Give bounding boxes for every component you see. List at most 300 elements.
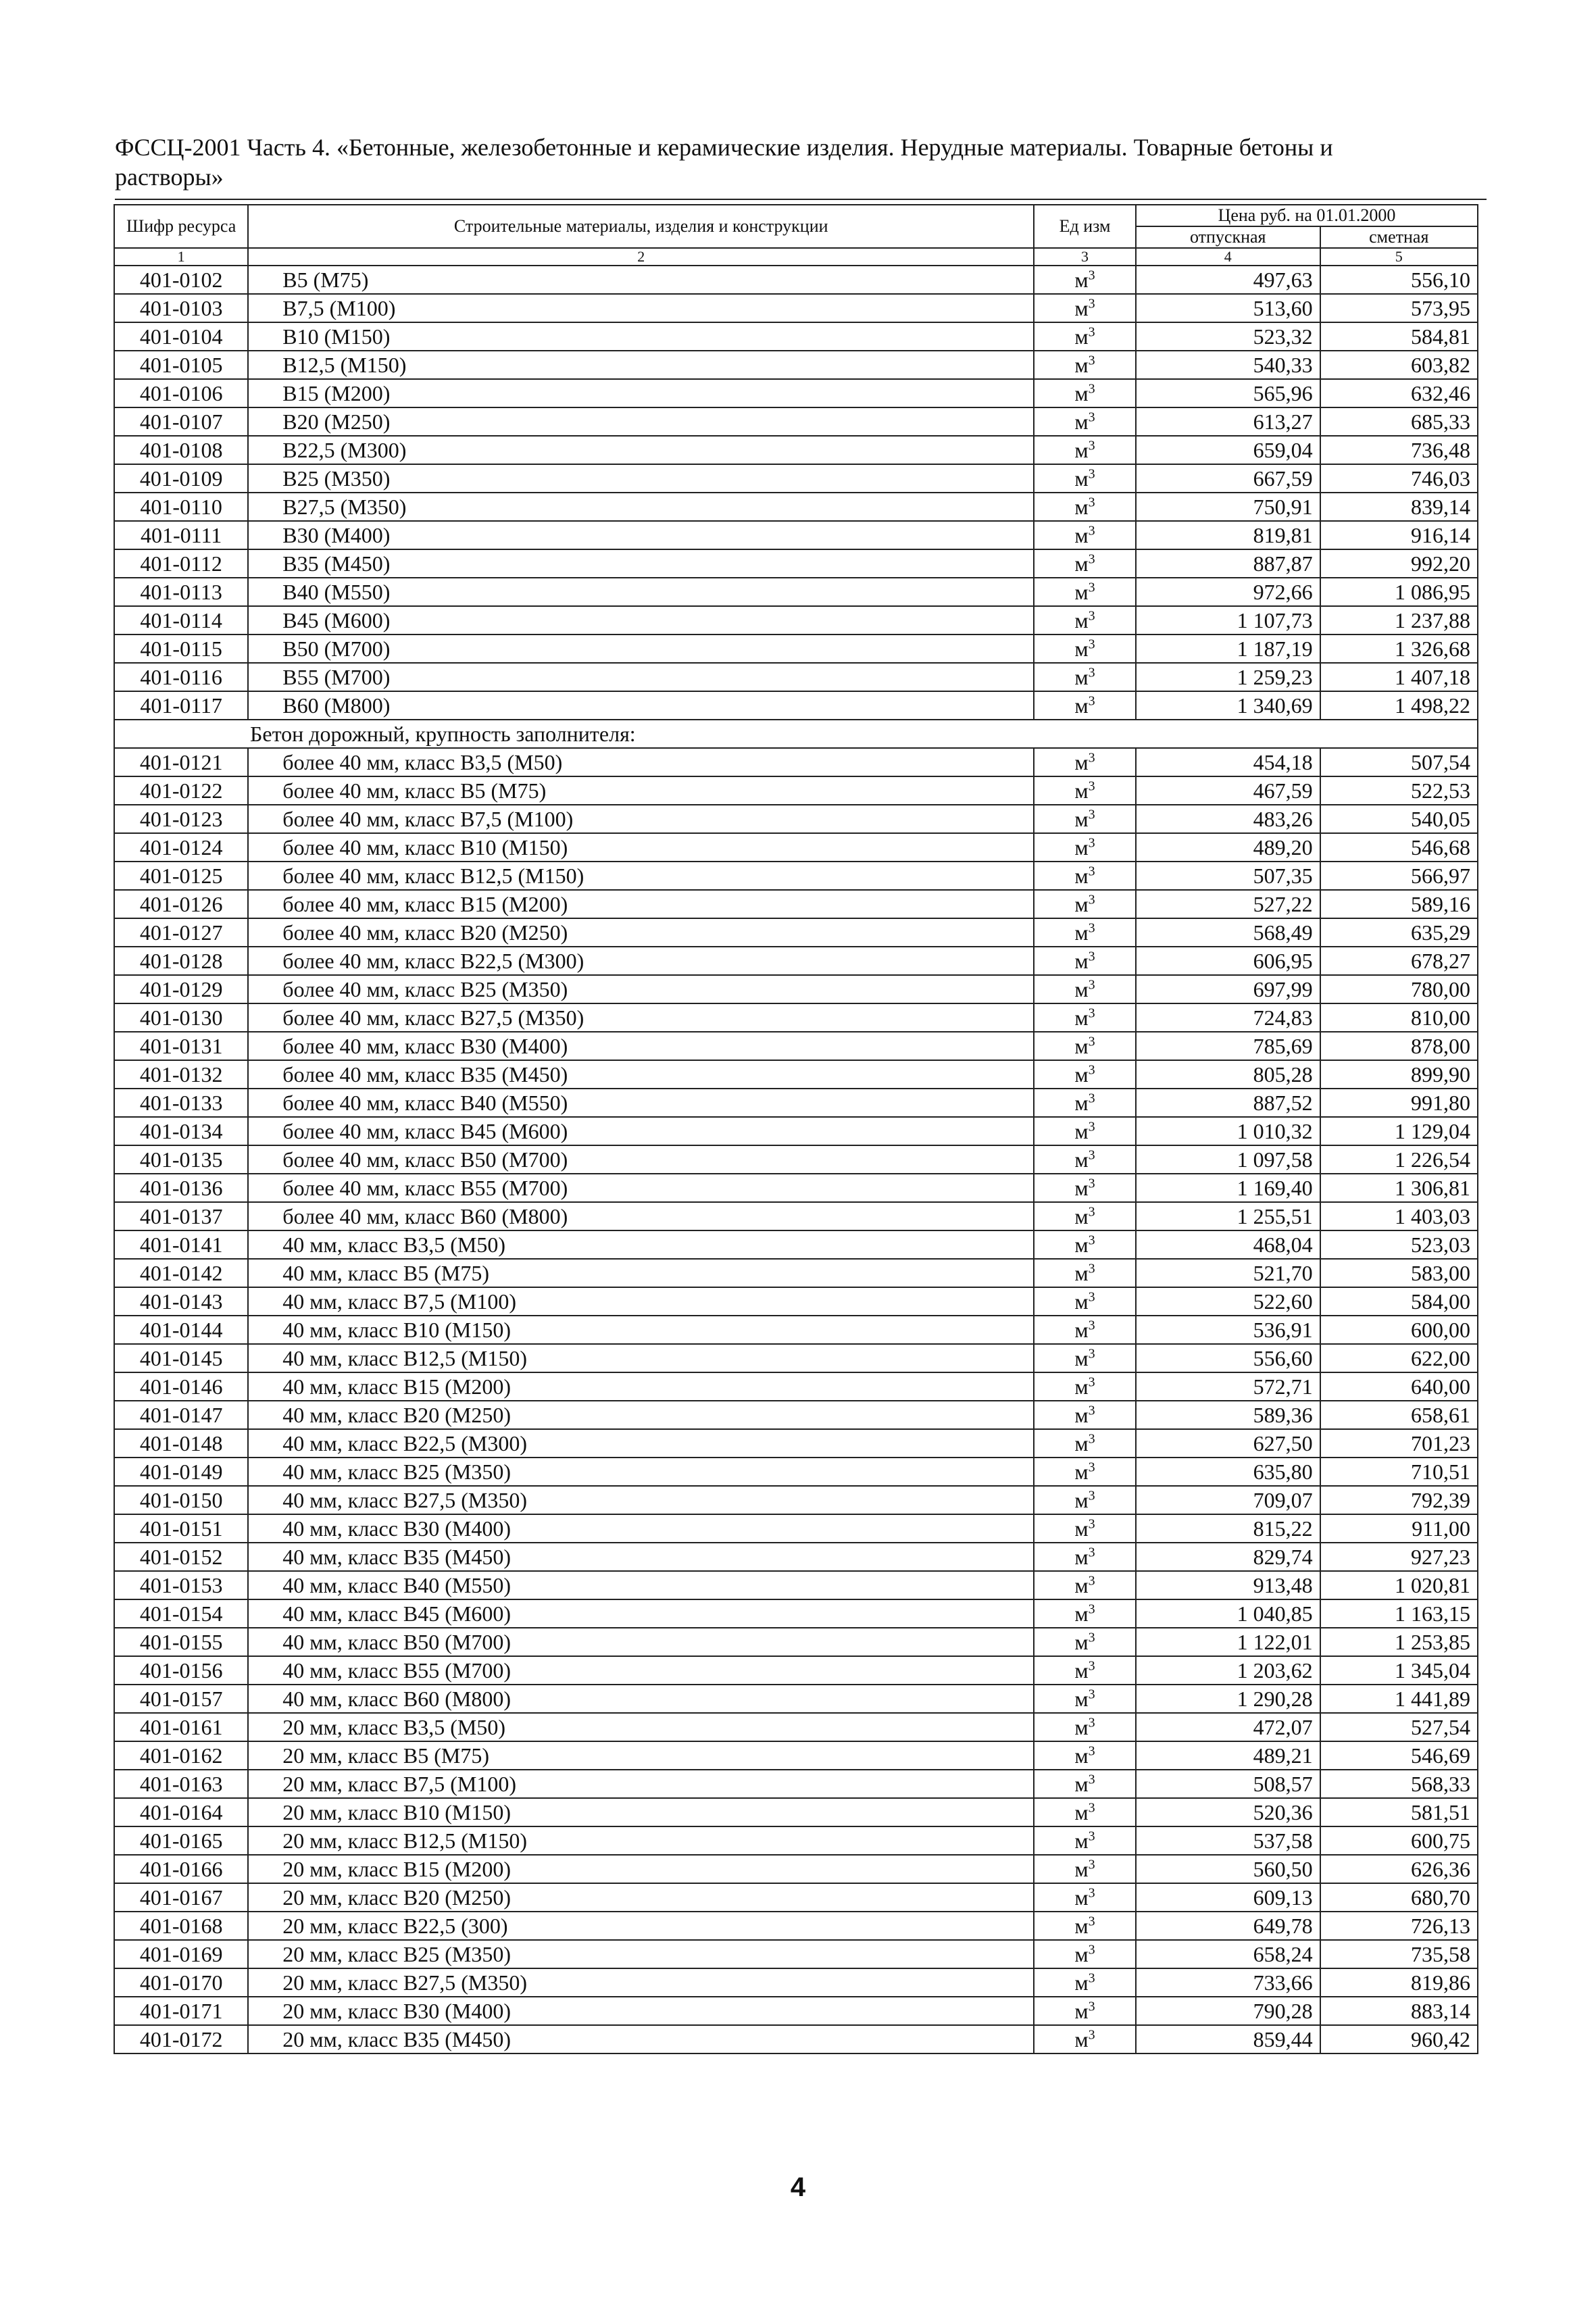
cell-estimate-price: 960,42 (1320, 2025, 1478, 2053)
cell-name: В50 (М700) (248, 634, 1034, 663)
cell-estimate-price: 584,81 (1320, 322, 1478, 351)
unit-base: м (1074, 1601, 1089, 1626)
cell-release-price: 527,22 (1136, 890, 1320, 918)
cell-release-price: 522,60 (1136, 1287, 1320, 1316)
table-row (114, 436, 1478, 464)
cell-code: 401-0117 (114, 691, 248, 720)
cell-estimate-price: 632,46 (1320, 379, 1478, 407)
cell-unit (1034, 1855, 1136, 1883)
cell-code: 401-0127 (114, 918, 248, 947)
cell-unit (1034, 918, 1136, 947)
unit-exponent: 3 (1088, 1573, 1095, 1589)
unit-base: м (1074, 920, 1089, 945)
table-row (114, 1826, 1478, 1855)
cell-unit (1034, 1060, 1136, 1089)
cell-release-price: 819,81 (1136, 521, 1320, 549)
cell-release-price: 887,87 (1136, 549, 1320, 578)
cell-estimate-price: 568,33 (1320, 1770, 1478, 1798)
table-row (114, 1741, 1478, 1770)
cell-release-price: 589,36 (1136, 1401, 1320, 1429)
cell-name: В20 (М250) (248, 407, 1034, 436)
cell-release-price: 913,48 (1136, 1571, 1320, 1599)
cell-name: 40 мм, класс В5 (М75) (248, 1259, 1034, 1287)
header-line-2: растворы» (115, 164, 224, 191)
unit-base: м (1074, 1942, 1089, 1966)
cell-unit (1034, 1514, 1136, 1543)
unit-base: м (1074, 523, 1089, 547)
unit-exponent: 3 (1088, 1715, 1095, 1731)
cell-name: более 40 мм, класс В30 (М400) (248, 1032, 1034, 1060)
cell-estimate-price: 573,95 (1320, 294, 1478, 322)
cell-release-price: 805,28 (1136, 1060, 1320, 1089)
cell-release-price: 658,24 (1136, 1940, 1320, 1968)
unit-exponent: 3 (1088, 580, 1095, 595)
cell-release-price: 483,26 (1136, 805, 1320, 833)
table-row (114, 1287, 1478, 1316)
unit-exponent: 3 (1088, 1772, 1095, 1787)
cell-release-price: 887,52 (1136, 1089, 1320, 1117)
cell-release-price: 606,95 (1136, 947, 1320, 975)
cell-code: 401-0143 (114, 1287, 248, 1316)
unit-exponent: 3 (1088, 2027, 1095, 2043)
cell-estimate-price: 899,90 (1320, 1060, 1478, 1089)
cell-name: более 40 мм, класс В27,5 (М350) (248, 1003, 1034, 1032)
cell-name: более 40 мм, класс В40 (М550) (248, 1089, 1034, 1117)
cell-unit (1034, 1458, 1136, 1486)
table-row (114, 1912, 1478, 1940)
cell-name: 20 мм, класс В30 (М400) (248, 1997, 1034, 2025)
cell-estimate-price: 792,39 (1320, 1486, 1478, 1514)
unit-base: м (1074, 1431, 1089, 1455)
unit-exponent: 3 (1088, 1460, 1095, 1475)
unit-exponent: 3 (1088, 1176, 1095, 1191)
cell-name: 40 мм, класс В55 (М700) (248, 1656, 1034, 1685)
unit-base: м (1074, 1772, 1089, 1796)
cell-unit (1034, 521, 1136, 549)
cell-release-price: 659,04 (1136, 436, 1320, 464)
cell-estimate-price: 710,51 (1320, 1458, 1478, 1486)
cell-unit (1034, 1316, 1136, 1344)
unit-exponent: 3 (1088, 608, 1095, 624)
cell-unit (1034, 606, 1136, 634)
cell-name: В10 (М150) (248, 322, 1034, 351)
cell-release-price: 859,44 (1136, 2025, 1320, 2053)
unit-base: м (1074, 1318, 1089, 1342)
cell-estimate-price: 635,29 (1320, 918, 1478, 947)
cell-code: 401-0165 (114, 1826, 248, 1855)
unit-base: м (1074, 1999, 1089, 2023)
document-header (115, 132, 1487, 192)
table-row (114, 1372, 1478, 1401)
cell-code: 401-0168 (114, 1912, 248, 1940)
unit-exponent: 3 (1088, 1601, 1095, 1617)
cell-name: 40 мм, класс В15 (М200) (248, 1372, 1034, 1401)
cell-name: 20 мм, класс В27,5 (М350) (248, 1968, 1034, 1997)
table-row (114, 606, 1478, 634)
cell-estimate-price: 527,54 (1320, 1713, 1478, 1741)
column-number: 4 (1136, 248, 1320, 266)
cell-release-price: 697,99 (1136, 975, 1320, 1003)
table-row (114, 1798, 1478, 1826)
cell-estimate-price: 603,82 (1320, 351, 1478, 379)
column-header-name: Строительные материалы, изделия и конструкции (248, 205, 1034, 248)
cell-release-price: 513,60 (1136, 294, 1320, 322)
cell-unit (1034, 1940, 1136, 1968)
cell-release-price: 468,04 (1136, 1230, 1320, 1259)
cell-name: В40 (М550) (248, 578, 1034, 606)
table-row (114, 1174, 1478, 1202)
table-row (114, 1968, 1478, 1997)
cell-release-price: 635,80 (1136, 1458, 1320, 1486)
cell-estimate-price: 810,00 (1320, 1003, 1478, 1032)
unit-exponent: 3 (1088, 920, 1095, 936)
cell-code: 401-0142 (114, 1259, 248, 1287)
cell-name: В27,5 (М350) (248, 493, 1034, 521)
cell-estimate-price: 581,51 (1320, 1798, 1478, 1826)
cell-code: 401-0133 (114, 1089, 248, 1117)
cell-code: 401-0146 (114, 1372, 248, 1401)
unit-exponent: 3 (1088, 1800, 1095, 1816)
table-row (114, 1230, 1478, 1259)
cell-code: 401-0144 (114, 1316, 248, 1344)
table-body-road-concrete (114, 748, 1478, 2053)
table-row (114, 890, 1478, 918)
cell-code: 401-0163 (114, 1770, 248, 1798)
unit-base: м (1074, 324, 1089, 349)
unit-exponent: 3 (1088, 892, 1095, 907)
cell-code: 401-0106 (114, 379, 248, 407)
table-row (114, 975, 1478, 1003)
cell-release-price: 489,21 (1136, 1741, 1320, 1770)
cell-name: более 40 мм, класс В20 (М250) (248, 918, 1034, 947)
unit-base: м (1074, 1005, 1089, 1030)
unit-exponent: 3 (1088, 438, 1095, 453)
cell-estimate-price: 522,53 (1320, 776, 1478, 805)
cell-unit (1034, 407, 1136, 436)
cell-release-price: 1 259,23 (1136, 663, 1320, 691)
cell-unit (1034, 1912, 1136, 1940)
unit-base: м (1074, 1176, 1089, 1200)
cell-code: 401-0155 (114, 1628, 248, 1656)
cell-unit (1034, 1770, 1136, 1798)
unit-exponent: 3 (1088, 495, 1095, 510)
cell-name: 20 мм, класс В3,5 (М50) (248, 1713, 1034, 1741)
table-row (114, 1599, 1478, 1628)
unit-exponent: 3 (1088, 1687, 1095, 1702)
unit-base: м (1074, 1630, 1089, 1654)
unit-base: м (1074, 1573, 1089, 1597)
cell-estimate-price: 911,00 (1320, 1514, 1478, 1543)
unit-exponent: 3 (1088, 353, 1095, 368)
cell-unit (1034, 322, 1136, 351)
cell-code: 401-0102 (114, 266, 248, 294)
table-row (114, 1344, 1478, 1372)
table-row (114, 1713, 1478, 1741)
cell-unit (1034, 1230, 1136, 1259)
unit-exponent: 3 (1088, 1857, 1095, 1872)
cell-release-price: 1 097,58 (1136, 1145, 1320, 1174)
table-row (114, 634, 1478, 663)
table-row (114, 918, 1478, 947)
cell-code: 401-0170 (114, 1968, 248, 1997)
cell-code: 401-0134 (114, 1117, 248, 1145)
unit-base: м (1074, 1687, 1089, 1711)
cell-release-price: 520,36 (1136, 1798, 1320, 1826)
cell-unit (1034, 1571, 1136, 1599)
cell-release-price: 724,83 (1136, 1003, 1320, 1032)
cell-estimate-price: 1 407,18 (1320, 663, 1478, 691)
section-row (114, 720, 1478, 748)
cell-name: 40 мм, класс В7,5 (М100) (248, 1287, 1034, 1316)
cell-name: В12,5 (М150) (248, 351, 1034, 379)
cell-release-price: 1 340,69 (1136, 691, 1320, 720)
unit-base: м (1074, 296, 1089, 320)
cell-code: 401-0111 (114, 521, 248, 549)
cell-code: 401-0156 (114, 1656, 248, 1685)
table-row (114, 833, 1478, 862)
cell-release-price: 613,27 (1136, 407, 1320, 436)
table-row (114, 1543, 1478, 1571)
unit-base: м (1074, 977, 1089, 1001)
table-row (114, 1770, 1478, 1798)
cell-code: 401-0129 (114, 975, 248, 1003)
cell-unit (1034, 1372, 1136, 1401)
cell-code: 401-0164 (114, 1798, 248, 1826)
cell-release-price: 568,49 (1136, 918, 1320, 947)
unit-exponent: 3 (1088, 1005, 1095, 1021)
unit-base: м (1074, 268, 1089, 292)
cell-name: В55 (М700) (248, 663, 1034, 691)
cell-estimate-price: 991,80 (1320, 1089, 1478, 1117)
table-row (114, 1685, 1478, 1713)
cell-unit (1034, 493, 1136, 521)
cell-code: 401-0122 (114, 776, 248, 805)
cell-unit (1034, 2025, 1136, 2053)
cell-unit (1034, 1429, 1136, 1458)
unit-exponent: 3 (1088, 1545, 1095, 1560)
table-row (114, 776, 1478, 805)
unit-exponent: 3 (1088, 1147, 1095, 1163)
cell-name: более 40 мм, класс В10 (М150) (248, 833, 1034, 862)
column-header-price-group: Цена руб. на 01.01.2000 (1136, 205, 1478, 226)
table-row (114, 549, 1478, 578)
cell-estimate-price: 819,86 (1320, 1968, 1478, 1997)
table-row (114, 322, 1478, 351)
cell-release-price: 1 122,01 (1136, 1628, 1320, 1656)
cell-code: 401-0132 (114, 1060, 248, 1089)
table-row (114, 1628, 1478, 1656)
cell-code: 401-0136 (114, 1174, 248, 1202)
cell-estimate-price: 1 086,95 (1320, 578, 1478, 606)
column-header-estimate-price: сметная (1320, 226, 1478, 248)
cell-estimate-price: 583,00 (1320, 1259, 1478, 1287)
cell-name: В22,5 (М300) (248, 436, 1034, 464)
cell-release-price: 523,32 (1136, 322, 1320, 351)
cell-release-price: 560,50 (1136, 1855, 1320, 1883)
cell-unit (1034, 578, 1136, 606)
table-row (114, 266, 1478, 294)
cell-release-price: 467,59 (1136, 776, 1320, 805)
cell-release-price: 829,74 (1136, 1543, 1320, 1571)
cell-unit (1034, 549, 1136, 578)
cell-name: более 40 мм, класс В7,5 (М100) (248, 805, 1034, 833)
cell-name: более 40 мм, класс В22,5 (М300) (248, 947, 1034, 975)
cell-unit (1034, 1486, 1136, 1514)
table-row (114, 1060, 1478, 1089)
cell-code: 401-0149 (114, 1458, 248, 1486)
unit-base: м (1074, 1233, 1089, 1257)
unit-base: м (1074, 608, 1089, 632)
cell-estimate-price: 1 237,88 (1320, 606, 1478, 634)
cell-code: 401-0109 (114, 464, 248, 493)
table-row (114, 493, 1478, 521)
cell-name: 40 мм, класс В27,5 (М350) (248, 1486, 1034, 1514)
table-row (114, 1997, 1478, 2025)
cell-release-price: 627,50 (1136, 1429, 1320, 1458)
cell-release-price: 497,63 (1136, 266, 1320, 294)
cell-unit (1034, 436, 1136, 464)
unit-exponent: 3 (1088, 523, 1095, 539)
unit-exponent: 3 (1088, 864, 1095, 879)
unit-base: м (1074, 665, 1089, 689)
unit-base: м (1074, 1743, 1089, 1768)
cell-code: 401-0112 (114, 549, 248, 578)
cell-estimate-price: 780,00 (1320, 975, 1478, 1003)
cell-unit (1034, 266, 1136, 294)
cell-name: более 40 мм, класс В35 (М450) (248, 1060, 1034, 1089)
column-number: 3 (1034, 248, 1136, 266)
cell-unit (1034, 1174, 1136, 1202)
cell-unit (1034, 748, 1136, 776)
cell-unit (1034, 1685, 1136, 1713)
table-row (114, 407, 1478, 436)
cell-code: 401-0103 (114, 294, 248, 322)
unit-exponent: 3 (1088, 1942, 1095, 1958)
cell-unit (1034, 1713, 1136, 1741)
table-row (114, 1656, 1478, 1685)
cell-unit (1034, 379, 1136, 407)
column-header-code: Шифр ресурса (114, 205, 248, 248)
unit-exponent: 3 (1088, 693, 1095, 709)
column-number: 5 (1320, 248, 1478, 266)
cell-unit (1034, 691, 1136, 720)
cell-code: 401-0114 (114, 606, 248, 634)
unit-base: м (1074, 438, 1089, 462)
cell-code: 401-0147 (114, 1401, 248, 1429)
unit-base: м (1074, 353, 1089, 377)
table-row (114, 1259, 1478, 1287)
cell-release-price: 489,20 (1136, 833, 1320, 862)
cell-code: 401-0150 (114, 1486, 248, 1514)
cell-name: 40 мм, класс В40 (М550) (248, 1571, 1034, 1599)
table-row (114, 464, 1478, 493)
cell-estimate-price: 1 129,04 (1320, 1117, 1478, 1145)
unit-base: м (1074, 495, 1089, 519)
cell-unit (1034, 464, 1136, 493)
unit-exponent: 3 (1088, 1516, 1095, 1532)
cell-name: более 40 мм, класс В55 (М700) (248, 1174, 1034, 1202)
unit-base: м (1074, 1091, 1089, 1115)
unit-base: м (1074, 1261, 1089, 1285)
unit-exponent: 3 (1088, 1119, 1095, 1135)
cell-estimate-price: 600,00 (1320, 1316, 1478, 1344)
cell-unit (1034, 1259, 1136, 1287)
cell-name: более 40 мм, класс В60 (М800) (248, 1202, 1034, 1230)
cell-name: В30 (М400) (248, 521, 1034, 549)
column-number: 2 (248, 248, 1034, 266)
cell-estimate-price: 839,14 (1320, 493, 1478, 521)
cell-estimate-price: 1 345,04 (1320, 1656, 1478, 1685)
cell-estimate-price: 507,54 (1320, 748, 1478, 776)
cell-estimate-price: 584,00 (1320, 1287, 1478, 1316)
table-row (114, 1429, 1478, 1458)
cell-estimate-price: 735,58 (1320, 1940, 1478, 1968)
unit-exponent: 3 (1088, 1374, 1095, 1390)
unit-base: м (1074, 1545, 1089, 1569)
cell-name: 40 мм, класс В25 (М350) (248, 1458, 1034, 1486)
cell-name: В60 (М800) (248, 691, 1034, 720)
cell-estimate-price: 685,33 (1320, 407, 1478, 436)
cell-code: 401-0157 (114, 1685, 248, 1713)
cell-code: 401-0130 (114, 1003, 248, 1032)
table-row (114, 1003, 1478, 1032)
cell-code: 401-0123 (114, 805, 248, 833)
cell-estimate-price: 523,03 (1320, 1230, 1478, 1259)
unit-base: м (1074, 1460, 1089, 1484)
table-row (114, 748, 1478, 776)
unit-exponent: 3 (1088, 409, 1095, 425)
unit-exponent: 3 (1088, 977, 1095, 993)
unit-exponent: 3 (1088, 1885, 1095, 1901)
cell-release-price: 733,66 (1136, 1968, 1320, 1997)
unit-base: м (1074, 835, 1089, 860)
cell-estimate-price: 1 498,22 (1320, 691, 1478, 720)
cell-estimate-price: 622,00 (1320, 1344, 1478, 1372)
cell-name: 20 мм, класс В22,5 (300) (248, 1912, 1034, 1940)
cell-unit (1034, 1883, 1136, 1912)
cell-code: 401-0141 (114, 1230, 248, 1259)
unit-base: м (1074, 1970, 1089, 1995)
cell-release-price: 1 187,19 (1136, 634, 1320, 663)
cell-estimate-price: 1 441,89 (1320, 1685, 1478, 1713)
cell-code: 401-0137 (114, 1202, 248, 1230)
unit-base: м (1074, 1488, 1089, 1512)
cell-unit (1034, 1032, 1136, 1060)
unit-exponent: 3 (1088, 778, 1095, 794)
unit-exponent: 3 (1088, 381, 1095, 397)
cell-code: 401-0152 (114, 1543, 248, 1571)
cell-release-price: 521,70 (1136, 1259, 1320, 1287)
unit-exponent: 3 (1088, 1034, 1095, 1049)
cell-unit (1034, 294, 1136, 322)
cell-name: 20 мм, класс В5 (М75) (248, 1741, 1034, 1770)
cell-release-price: 472,07 (1136, 1713, 1320, 1741)
table-header (114, 205, 1478, 266)
table-section (114, 720, 1478, 748)
unit-base: м (1074, 1034, 1089, 1058)
unit-base: м (1074, 949, 1089, 973)
cell-name: 20 мм, класс В20 (М250) (248, 1883, 1034, 1912)
cell-unit (1034, 833, 1136, 862)
cell-unit (1034, 1003, 1136, 1032)
cell-unit (1034, 351, 1136, 379)
table-row (114, 862, 1478, 890)
table-row (114, 947, 1478, 975)
unit-exponent: 3 (1088, 949, 1095, 964)
cell-unit (1034, 634, 1136, 663)
cell-unit (1034, 1202, 1136, 1230)
cell-release-price: 565,96 (1136, 379, 1320, 407)
